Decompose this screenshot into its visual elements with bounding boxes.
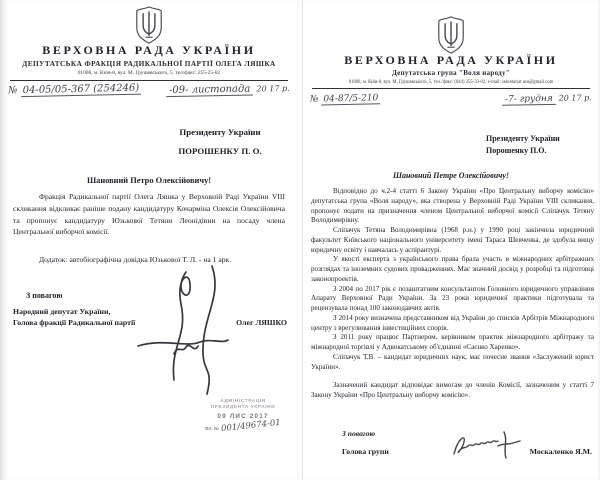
salutation: Шановний Петре Олексійовичу! [392, 171, 510, 180]
stamp-date: 09 ЛИС 2017 [217, 413, 269, 420]
registration-stamp [190, 398, 296, 435]
header-rule [312, 88, 590, 89]
header-rule [10, 80, 288, 81]
body-paragraph: З 2011 року працює Партнером, керівником практик міжнародного арбітражу та міжнародної торгівлі у Адвокатському об'єднанні «Саєнко Харенко». [311, 333, 594, 351]
stamp-org-line2: ПРЕЗИДЕНТА УКРАЇНИ [210, 404, 276, 409]
body-paragraph: Сліпачук Т.В. – кандидат юридичних наук, має почесне звання «Заслужений юрист України». [311, 352, 594, 371]
addressee-line2: Порошенку П.О. [486, 146, 547, 155]
stamp-in-label: ВХ. № [205, 426, 220, 431]
signer-name: Москаленко Я.М. [529, 447, 592, 456]
letter-body [13, 191, 285, 238]
ref-number: № 04-87/5-210 [310, 93, 381, 104]
signer-roles [13, 306, 135, 328]
stamp-in-number: 001/49674-01 [220, 417, 282, 435]
faction-subtitle: ДЕПУТАТСЬКА ФРАКЦІЯ РАДИКАЛЬНОЇ ПАРТІЇ ОЛЕГА ЛЯШКА [22, 59, 276, 68]
letter-volia-narodu [302, 0, 600, 480]
addressee-line1: Президенту України [486, 134, 560, 143]
body-paragraph: З 2004 по 2017 рік є позаштатним консультантом Головного юридичного управління Апарату Верховної Ради України. За 23 роки юридичної практики підготувала та рецензувала понад 100 законодавчих актів. [311, 284, 594, 312]
body-paragraph: Фракція Радикальної партії Олега Ляшка у Верховній Раді України VIII скликання відкликає раніше подану кандидатуру Кочарміна Олексія Олексійовича та пропонує кандидатуру Юзькової Тетяни Леонідівни на посаду члена Центральної виборчої комісії. [13, 192, 285, 237]
body-paragraph: Сліпачук Тетяна Володимирівна (1968 р.н.) у 1990 році закінчила юридичний факультет Київського національного університету імені Тараса Шевченка, де здобула вищу юридичну освіту і навчалась у аспірантурі. [311, 226, 594, 254]
signature-lyashko [134, 262, 230, 403]
no-label: № [309, 94, 319, 105]
address-line: 01008, м. Київ-8, вул. М. Грушевського, 5, тел/факс: 255-25-82 [77, 70, 221, 76]
signature-moskalenko [450, 430, 522, 465]
closing: З повагою [26, 291, 63, 300]
addressee-block [158, 123, 282, 161]
signer-name: Олег ЛЯШКО [236, 318, 287, 327]
ref-date: -09- листопада 20 17 р. [166, 83, 290, 96]
ref-number: № 04-05/05-367 (254246) [8, 83, 141, 97]
stamp-org-line1: АДМІНІСТРАЦІЯ [220, 398, 266, 403]
address-line: 01008, м. Київ-8, вул. М. Грушевського, 5, тел./факс: (044) 255-33-02, e-mail: sekretariat.seu@gmail.com [348, 80, 554, 85]
letter-radical-party [0, 0, 298, 480]
signer-role: Голова групи [342, 447, 389, 456]
body-paragraph: Відповідно до ч.2-4 статті 6 Закону України «Про Центральну виборчу комісію» депутатська група «Воля народу», яка створена у Верховній Раді України VIII скликання, пропонує подати на призначення членом Центральної виборчої комісії Сліпачук Тетяну Володимирівну. [311, 187, 594, 225]
addressee-line2: ПОРОШЕНКУ П. О. [178, 146, 262, 156]
registration-row [310, 94, 592, 104]
registration-row [8, 84, 290, 95]
addressee-line1: Президенту України [179, 127, 261, 137]
salutation: Шановний Петро Олексійовичу! [86, 176, 212, 185]
closing: З повагою [342, 429, 376, 438]
body-paragraph: З 2014 року визначена представником від України до списків Арбітрів Міжнародного центру з врегулювання інвестиційних спорів. [311, 313, 594, 332]
body-paragraph: Зазначений кандидат відповідає вимогам до членів Комісії, зазначеним у статті 7 Закону України «Про Центральну виборчу комісію». [311, 381, 594, 399]
signer-role1: Народний депутат України, [13, 307, 111, 316]
body-paragraph: У якості експерта з українського права брала участь в міжнародних арбітражних розглядах та іноземних судових провадженнях. Має значний досвід у розробці та підготовці законопроектів. [311, 255, 594, 283]
addressee-block [486, 133, 596, 157]
org-title: ВЕРХОВНА РАДА УКРАЇНИ [42, 43, 256, 57]
letter-body [311, 187, 594, 401]
attachment-note: Додаток: автобіографічна довідка Юзькової Т. Л. - на 1 арк. [39, 255, 232, 264]
ref-date: -7- грудня 20 17 р. [502, 93, 592, 105]
signer-role2: Голова фракції Радикальної партії [13, 318, 136, 327]
org-title: ВЕРХОВНА РАДА УКРАЇНИ [344, 53, 558, 67]
no-label: № [7, 85, 18, 97]
group-subtitle: Депутатська група "Воля народу" [391, 69, 511, 77]
